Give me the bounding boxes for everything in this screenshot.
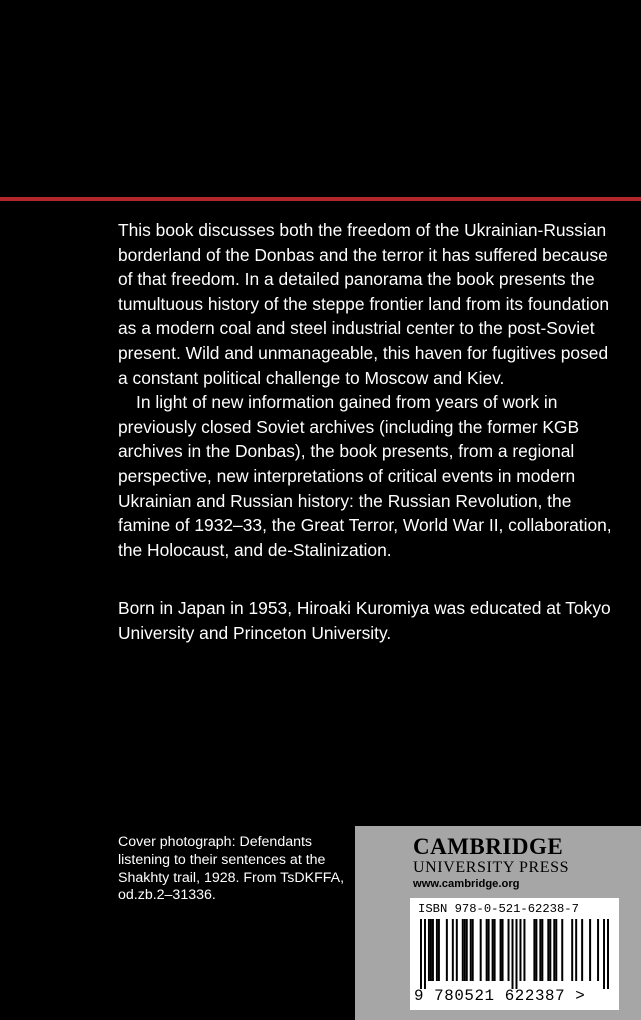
isbn-label: ISBN 978-0-521-62238-7 bbox=[418, 902, 579, 916]
barcode-panel bbox=[410, 898, 619, 1010]
barcode-bar bbox=[607, 919, 609, 989]
book-description bbox=[118, 218, 618, 562]
barcode-bar bbox=[597, 919, 599, 981]
barcode-bar bbox=[603, 919, 605, 989]
barcode-bar bbox=[472, 919, 474, 981]
barcode-bar bbox=[512, 919, 514, 989]
barcode-bar bbox=[555, 919, 557, 981]
barcode-bar bbox=[420, 919, 422, 989]
publisher-name: CAMBRIDGE bbox=[413, 834, 564, 859]
publisher-website[interactable]: www.cambridge.org bbox=[413, 878, 520, 890]
publisher-box bbox=[355, 826, 641, 1020]
barcode-bar bbox=[553, 919, 555, 981]
barcode-bar bbox=[581, 919, 583, 981]
barcode-bar bbox=[500, 919, 502, 981]
publisher-subtitle: UNIVERSITY PRESS bbox=[413, 859, 570, 876]
barcode-bar bbox=[589, 919, 591, 981]
barcode-bar bbox=[488, 919, 490, 981]
barcode-bar bbox=[535, 919, 537, 981]
cover-photo-credit: Cover photograph: Defendants listening to their sentences at the Shakhty trail, 1928. From TsDKFFA, od.zb.2–31336. bbox=[118, 834, 345, 904]
barcode-bar bbox=[575, 919, 577, 981]
barcode-bar bbox=[523, 919, 525, 981]
barcode-bar bbox=[486, 919, 488, 981]
barcode-bar bbox=[561, 919, 563, 981]
barcode-bar bbox=[508, 919, 510, 981]
barcode-digits: 9 780521 622387 > bbox=[414, 987, 586, 1005]
description-paragraph-1: This book discusses both the freedom of the Ukrainian-Russian borderland of the Donbas and the terror it has suffered because of that freedom. In a detailed panorama the book presents the tumultuous history of the steppe frontier land from its foundation as a modern coal and steel industrial center to the post-Soviet present. Wild and unmanageable, this haven for fugitives posed a constant political challenge to Moscow and Kiev. bbox=[118, 220, 610, 388]
barcode-bar bbox=[515, 919, 517, 989]
barcode-bar bbox=[428, 919, 430, 981]
description-paragraph-2: In light of new information gained from years of work in previously closed Soviet archives (including the former KGB archives in the Donbas), the book presents, from a regional perspective, new interpretations of critical events in modern Ukrainian and Russian history: the Russian Revolution, the famine of 1932–33, the Great Terror, World War II, collaboration, the Holocaust, and de-Stalinization. bbox=[118, 392, 612, 560]
author-bio: Born in Japan in 1953, Hiroaki Kuromiya was educated at Tokyo University and Princeton University. bbox=[118, 598, 611, 643]
barcode-bar bbox=[492, 919, 494, 981]
ean13-barcode-icon bbox=[420, 919, 609, 989]
barcode-bar bbox=[464, 919, 466, 981]
barcode-bar bbox=[541, 919, 543, 981]
barcode-bar bbox=[432, 919, 434, 981]
barcode-bar bbox=[470, 919, 472, 981]
barcode-bar bbox=[466, 919, 468, 981]
barcode-bar bbox=[452, 919, 454, 981]
barcode-bar bbox=[502, 919, 504, 981]
barcode-bar bbox=[533, 919, 535, 981]
barcode-bar bbox=[549, 919, 551, 981]
barcode-bar bbox=[424, 919, 426, 989]
barcode-bar bbox=[446, 919, 448, 981]
barcode-bar bbox=[571, 919, 573, 981]
red-divider-rule bbox=[0, 197, 641, 201]
barcode-bar bbox=[456, 919, 458, 981]
barcode-bar bbox=[539, 919, 541, 981]
barcode-bar bbox=[438, 919, 440, 981]
barcode-bar bbox=[462, 919, 464, 981]
barcode-bar bbox=[494, 919, 496, 981]
barcode-bar bbox=[436, 919, 438, 981]
barcode-bar bbox=[547, 919, 549, 981]
barcode-bar bbox=[519, 919, 521, 981]
barcode-bar bbox=[430, 919, 432, 981]
barcode-bar bbox=[480, 919, 482, 981]
